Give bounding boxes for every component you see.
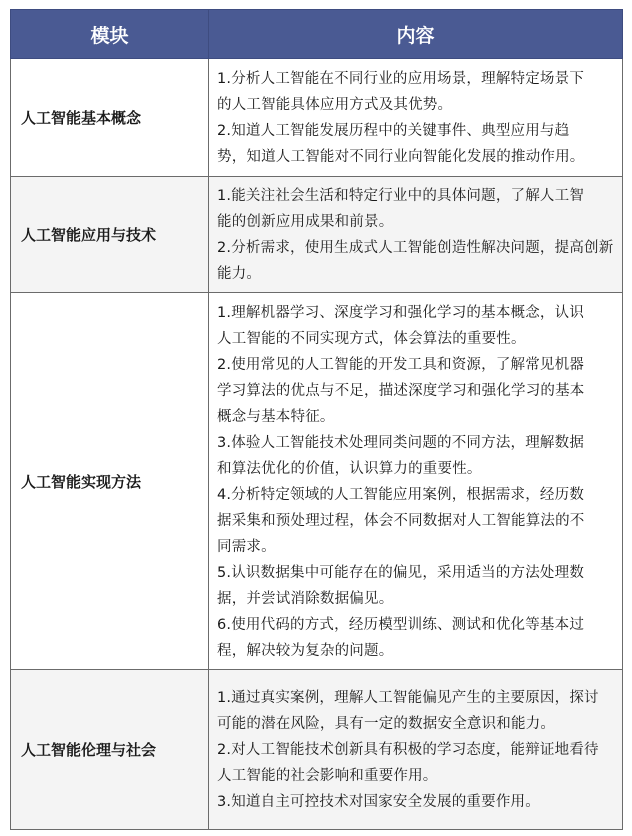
content-line: 2.分析需求，使用生成式人工智能创造性解决问题，提高创新: [217, 240, 614, 256]
content-line: 能力。: [217, 266, 262, 282]
content-line: 2.使用常见的人工智能的开发工具和资源，了解常见机器: [217, 356, 585, 373]
table-row: [11, 293, 623, 670]
content-line: 1.分析人工智能在不同行业的应用场景，理解特定场景下: [217, 71, 585, 87]
table-row: [11, 177, 623, 293]
module-name: 人工智能基本概念: [11, 59, 209, 177]
table-row: [11, 670, 623, 830]
content-line: 2.知道人工智能发展历程中的关键事件、典型应用与趋: [217, 123, 570, 139]
content-line: 的人工智能具体应用方式及其优势。: [217, 97, 453, 113]
content-line: 人工智能的不同实现方式，体会算法的重要性。: [217, 330, 526, 347]
content-line: 同需求。: [217, 538, 276, 555]
content-line: 1.能关注社会生活和特定行业中的具体问题，了解人工智: [217, 188, 585, 204]
content-line: 概念与基本特征。: [217, 408, 335, 425]
module-content: [209, 293, 623, 670]
table-header-row: [11, 10, 623, 59]
content-line: 5.认识数据集中可能存在的偏见，采用适当的方法处理数: [217, 564, 585, 581]
module-name: 人工智能应用与技术: [11, 177, 209, 293]
content-line: 据采集和预处理过程，体会不同数据对人工智能算法的不: [217, 512, 585, 529]
curriculum-table: [10, 9, 623, 830]
content-line: 3.体验人工智能技术处理同类问题的不同方法，理解数据: [217, 434, 585, 451]
header-module: 模块: [11, 10, 209, 59]
module-content: [209, 59, 623, 177]
content-line: 人工智能的社会影响和重要作用。: [217, 768, 438, 784]
content-line: 据，并尝试消除数据偏见。: [217, 590, 394, 607]
content-line: 1.理解机器学习、深度学习和强化学习的基本概念，认识: [217, 304, 585, 321]
content-line: 2.对人工智能技术创新具有积极的学习态度，能辩证地看待: [217, 742, 599, 758]
content-line: 学习算法的优点与不足，描述深度学习和强化学习的基本: [217, 382, 585, 399]
curriculum-table-container: [10, 9, 622, 830]
content-line: 势，知道人工智能对不同行业向智能化发展的推动作用。: [217, 149, 585, 165]
content-line: 3.知道自主可控技术对国家安全发展的重要作用。: [217, 794, 540, 810]
content-line: 可能的潜在风险，具有一定的数据安全意识和能力。: [217, 716, 556, 732]
content-line: 能的创新应用成果和前景。: [217, 214, 394, 230]
table-row: [11, 59, 623, 177]
module-name: 人工智能伦理与社会: [11, 670, 209, 830]
content-line: 4.分析特定领域的人工智能应用案例，根据需求，经历数: [217, 486, 585, 503]
module-content: [209, 177, 623, 293]
content-line: 1.通过真实案例，理解人工智能偏见产生的主要原因，探讨: [217, 690, 599, 706]
content-line: 和算法优化的价值，认识算力的重要性。: [217, 460, 482, 477]
content-line: 6.使用代码的方式，经历模型训练、测试和优化等基本过: [217, 616, 585, 633]
content-line: 程，解决较为复杂的问题。: [217, 642, 394, 659]
module-content: [209, 670, 623, 830]
header-content: 内容: [209, 10, 623, 59]
module-name: 人工智能实现方法: [11, 293, 209, 670]
